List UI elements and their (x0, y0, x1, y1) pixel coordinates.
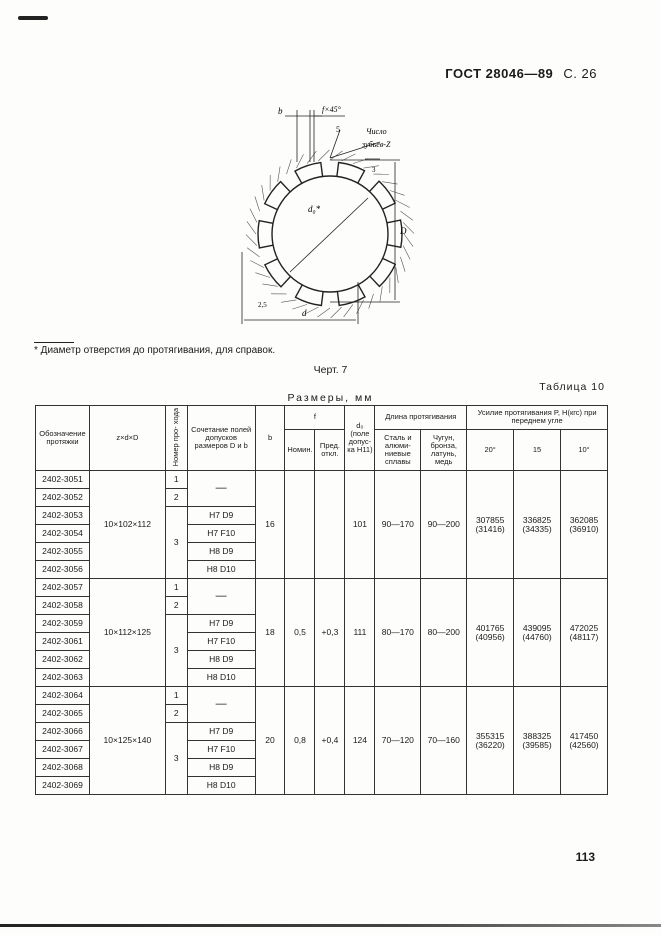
cell-zdD: 10×102×112 (89, 471, 165, 579)
cell-fit: H8 D9 (187, 543, 255, 561)
cell-force-15 (514, 579, 561, 687)
cell-fit: H8 D10 (187, 561, 255, 579)
cell-pass: 2 (165, 489, 187, 507)
hatch-line (246, 235, 257, 246)
force-kgf: (40956) (475, 631, 505, 642)
hatch-line (317, 308, 330, 317)
cell-code: 2402-3055 (36, 543, 90, 561)
cell-len-iron: 90—200 (421, 471, 467, 579)
cell-pass: 3 (165, 615, 187, 687)
hatch-line (396, 268, 398, 283)
cell-force-20 (467, 687, 514, 795)
label-b: b (278, 106, 283, 116)
label-roughness-3: 3 (372, 166, 376, 174)
force-newton: 439095 (522, 622, 552, 633)
hatch-line (331, 307, 342, 318)
force-kgf: (48117) (569, 631, 599, 642)
cell-pass: 1 (165, 579, 187, 597)
label-D: D (400, 226, 407, 236)
cell-code: 2402-3064 (36, 687, 90, 705)
hatch-line (287, 159, 292, 174)
header-length: Длина протягивания (375, 406, 467, 430)
cell-b: 18 (255, 579, 285, 687)
cell-force-15 (514, 687, 561, 795)
cell-len-steel: 90—170 (375, 471, 421, 579)
header-designation: Обозначение протяжки (36, 406, 90, 471)
cell-force-10 (561, 687, 608, 795)
cell-force-15 (514, 471, 561, 579)
cell-fit: H7 D9 (187, 507, 255, 525)
label-roughness-25: 2,5 (258, 301, 267, 309)
hatch-line (305, 307, 319, 314)
cell-d0: 111 (345, 579, 375, 687)
cell-fit: — (187, 471, 255, 507)
cell-zdD: 10×112×125 (89, 579, 165, 687)
cell-pass: 3 (165, 507, 187, 579)
cell-len-steel: 80—170 (375, 579, 421, 687)
hatch-line (255, 273, 270, 278)
header-b: b (255, 406, 285, 471)
cell-fit: H8 D10 (187, 669, 255, 687)
force-newton: 401765 (475, 622, 505, 633)
page-number: 113 (575, 850, 595, 864)
cell-force-20 (467, 579, 514, 687)
force-kgf: (39585) (522, 739, 552, 750)
hatch-line (380, 286, 382, 301)
cell-code: 2402-3069 (36, 777, 90, 795)
hatch-line (278, 166, 280, 181)
force-newton: 307855 (475, 514, 505, 525)
cell-fit: H7 F10 (187, 741, 255, 759)
force-kgf: (42560) (569, 739, 599, 750)
force-kgf: (36220) (475, 739, 505, 750)
hatch-line (262, 185, 264, 200)
header-pass (165, 406, 187, 471)
label-d0: d₀* (308, 204, 321, 214)
cell-code: 2402-3054 (36, 525, 90, 543)
cell-code: 2402-3058 (36, 597, 90, 615)
force-kgf: (31416) (475, 523, 505, 534)
table-row (36, 471, 608, 489)
cell-d0: 101 (345, 471, 375, 579)
force-newton: 362085 (569, 514, 599, 525)
cell-b: 20 (255, 687, 285, 795)
hatch-line (307, 151, 316, 164)
cell-f-nom: 0,8 (285, 687, 315, 795)
label-teeth-number: Число (366, 127, 387, 136)
page-label: С. 26 (563, 66, 597, 81)
hatch-line (344, 304, 353, 317)
cell-f-dev: +0,4 (315, 687, 345, 795)
force-newton: 472025 (569, 622, 599, 633)
cell-code: 2402-3063 (36, 669, 90, 687)
label-teeth-z: зубьев-Z (362, 140, 391, 149)
cell-b: 16 (255, 471, 285, 579)
scan-smudge (18, 16, 48, 20)
cell-pass: 1 (165, 687, 187, 705)
cell-force-10 (561, 471, 608, 579)
header-f: f (285, 406, 345, 430)
cell-len-steel: 70—120 (375, 687, 421, 795)
cell-fit: H8 D9 (187, 759, 255, 777)
force-kgf: (36910) (569, 523, 599, 534)
cell-code: 2402-3062 (36, 651, 90, 669)
cell-f-dev (315, 471, 345, 579)
hatch-line (247, 221, 256, 234)
hatch-line (255, 196, 260, 211)
header-f-dev: Пред. откл. (315, 429, 345, 471)
hatch-line (296, 154, 303, 168)
cell-fit: H7 D9 (187, 723, 255, 741)
cell-f-dev: +0,3 (315, 579, 345, 687)
footnote: * Диаметр отверстия до протягивания, для справок. (34, 345, 276, 356)
cell-force-20 (467, 471, 514, 579)
hatch-line (369, 294, 374, 309)
force-newton: 417450 (569, 730, 599, 741)
standard-number: ГОСТ 28046—89 (445, 66, 554, 81)
spline-hole-drawing (230, 102, 430, 332)
force-newton: 336825 (522, 514, 552, 525)
cell-fit: H7 D9 (187, 615, 255, 633)
cell-f-nom (285, 471, 315, 579)
header-pass-text: Номер про- хода (171, 408, 181, 467)
cell-code: 2402-3056 (36, 561, 90, 579)
cell-code: 2402-3065 (36, 705, 90, 723)
hatch-line (247, 248, 260, 257)
force-newton: 388325 (522, 730, 552, 741)
broach-table (35, 405, 608, 795)
cell-code: 2402-3052 (36, 489, 90, 507)
cell-pass: 3 (165, 723, 187, 795)
figure-caption: Черт. 7 (313, 364, 348, 376)
header-force: Усилие протягивания P, Н(кгс) при переднем угле (467, 406, 608, 430)
cell-len-iron: 70—160 (421, 687, 467, 795)
cell-pass: 2 (165, 597, 187, 615)
hatch-line (403, 246, 410, 260)
label-roughness-5: 5 (336, 125, 340, 134)
hatch-line (250, 209, 257, 223)
cell-code: 2402-3066 (36, 723, 90, 741)
cell-d0: 124 (345, 687, 375, 795)
cell-code: 2402-3059 (36, 615, 90, 633)
hatch-line (318, 150, 329, 161)
force-kgf: (34335) (522, 523, 552, 534)
table-row (36, 687, 608, 705)
header-f-nom: Номин. (285, 429, 315, 471)
cell-code: 2402-3051 (36, 471, 90, 489)
hatch-line (390, 191, 405, 196)
cell-fit: H7 F10 (187, 525, 255, 543)
cell-code: 2402-3057 (36, 579, 90, 597)
cell-code: 2402-3067 (36, 741, 90, 759)
footnote-rule (34, 342, 74, 343)
bottom-edge (0, 924, 661, 927)
dimensions-caption: Размеры, мм (287, 392, 374, 404)
hatch-line (250, 261, 264, 268)
header-angle-20: 20° (467, 429, 514, 471)
cell-code: 2402-3068 (36, 759, 90, 777)
header-d0: d₀ (поле допус- ка H11) (345, 406, 375, 471)
header-zdD: z×d×D (89, 406, 165, 471)
label-chamfer: f×45° (322, 105, 341, 114)
cell-fit: H8 D9 (187, 651, 255, 669)
cell-zdD: 10×125×140 (89, 687, 165, 795)
cell-fit: H8 D10 (187, 777, 255, 795)
force-kgf: (44760) (522, 631, 552, 642)
cell-fit: — (187, 687, 255, 723)
cell-force-10 (561, 579, 608, 687)
cell-code: 2402-3053 (36, 507, 90, 525)
header-angle-10: 10° (561, 429, 608, 471)
hatch-line (400, 211, 413, 220)
page-header (445, 66, 597, 81)
hatch-line (281, 300, 296, 302)
table-title: Таблица 10 (539, 381, 605, 393)
cell-pass: 1 (165, 471, 187, 489)
hatch-line (400, 257, 405, 272)
header-angle-15: 15 (514, 429, 561, 471)
header-len-steel: Сталь и алюми- ниевые сплавы (375, 429, 421, 471)
cell-len-iron: 80—200 (421, 579, 467, 687)
force-newton: 355315 (475, 730, 505, 741)
header-len-iron: Чугун, бронза, латунь, медь (421, 429, 467, 471)
hatch-line (396, 200, 410, 207)
cell-fit: H7 F10 (187, 633, 255, 651)
cell-fit: — (187, 579, 255, 615)
header-fit: Сочетание полей допусков размеров D и b (187, 406, 255, 471)
cell-code: 2402-3061 (36, 633, 90, 651)
table-row (36, 579, 608, 597)
cell-f-nom: 0,5 (285, 579, 315, 687)
hatch-line (262, 284, 277, 286)
cell-pass: 2 (165, 705, 187, 723)
label-d: d (302, 308, 307, 318)
